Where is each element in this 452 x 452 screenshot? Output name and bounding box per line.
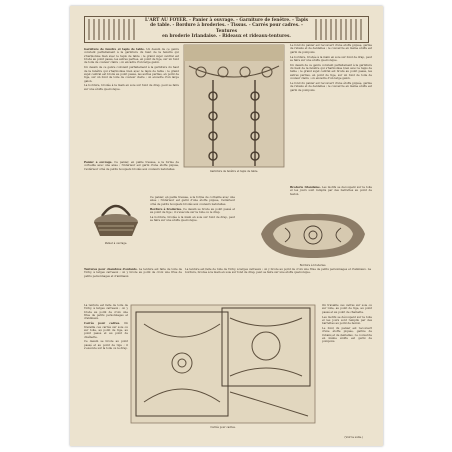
column-left-lower — [84, 268, 182, 302]
article-body: La bordure, brodée à la main en soie sur fond de drap, peut se faire sur une étoffe quelconque. — [290, 54, 372, 62]
caption-basket: Panier à ouvrage. — [104, 242, 128, 245]
article-title: Carrés pour cadres. — [84, 321, 121, 326]
article-body: La bordure, brodée à la main en soie sur fond de drap, peut se faire sur une étoffe quelconque. — [185, 268, 371, 275]
caption-squares: Carrés pour cadres. — [210, 426, 236, 429]
article-body: Le fond du panier est recouvert d'une étoffe piquée, garnie de rubans et de dentelles ; le couvercle en même étoffe est garni de pompons. — [290, 44, 372, 54]
work-basket-engraving — [88, 196, 144, 240]
page-header — [84, 16, 369, 43]
page-footer: (Voir la suite.) — [344, 436, 363, 439]
column-right-middle — [290, 186, 372, 210]
column-right-lower — [185, 268, 371, 302]
article-body: La tenture est faite de toile de Vichy, à larges carreaux ; on y brode au point de croix une frise de petits personnages et d'animaux. — [84, 268, 182, 278]
column-right-bottom — [322, 304, 372, 428]
header-text — [141, 18, 312, 40]
article-body: Ce panier, en paille tressée, a la forme de corbeille avec une anse ; l'intérieur est garni d'une étoffe piquée, l'extérieur orné de petits bouquets brodés aux couleurs naturelles. — [150, 196, 235, 206]
article-body: La tenture est faite de toile de Vichy, à larges carreaux ; on y brode au point de croix une frise de petits personnages et d'animaux. — [185, 268, 367, 271]
article-body: Un dessin de ce genre convient parfaitement à la garniture du haut de la fenêtre qui s'harmonise bien avec le tapis de table ; le grand sujet central est brodé au point passé, les autres parties, en point de tige, sur un fond de toile de couleur claire ; on encadre d'un large galon. — [84, 48, 179, 65]
article-body: Ce dessin se brode au point passé et au point de tige ; il s'exécute sur la toile ou le drap. — [84, 339, 128, 351]
article-body: Les motifs se découpent sur la toile et les jours sont remplis par des barrettes au point de feston. — [322, 314, 372, 326]
frame-squares-engraving — [130, 304, 316, 424]
article-title: Garniture de fenêtre et tapis de table. — [84, 48, 145, 51]
caption-window-garnish: Garniture de fenêtre et tapis de table. — [209, 170, 259, 173]
header-line-2: de table. - Bordure à broderies. - Tissus. - Carrés pour cadres. - Tentures — [150, 23, 303, 34]
column-left-middle — [84, 161, 179, 201]
article-body: La tenture est faite de toile de Vichy, à larges carreaux ; on y brode au point de croix une frise de petits personnages et d'animaux. — [84, 304, 128, 321]
column-right-top — [290, 44, 372, 166]
article-body: Ce dessin se brode au point passé et au point de tige ; il s'exécute sur la toile ou le drap. — [150, 206, 235, 214]
article-title: Panier à ouvrage. — [84, 161, 113, 164]
header-line-1: L'ART AU FOYER. - Panier à ouvrage. - Garniture de fenêtre. - Tapis — [144, 18, 309, 23]
article-body: On travaille ces carrés sur soie ou sur toile, au point de tige, au point passé et au point de chaînette. — [84, 321, 128, 339]
window-garnish-engraving — [183, 44, 285, 168]
article-body: La bordure, brodée à la main en soie sur fond de drap, peut se faire sur une étoffe quelconque. — [84, 83, 179, 91]
column-left-top — [84, 48, 179, 160]
article-title: Tentures pour chambres d'enfants. — [84, 268, 138, 271]
article-body: Le fond du panier est recouvert d'une étoffe piquée, garnie de rubans et de dentelles ; le couvercle en même étoffe est garni de pompons. — [290, 80, 372, 92]
caption-cushion: Bordure à broderies. — [299, 264, 327, 267]
article-body: Un dessin de ce genre convient parfaitement à la garniture du haut de la fenêtre qui s'harmonise bien avec le tapis de table ; le grand sujet central est brodé au point passé, les autres parties, en point de tige, sur un fond de toile de couleur claire ; on encadre d'un large galon. — [290, 62, 372, 81]
column-center-middle — [150, 196, 235, 266]
embroidered-cushion-engraving — [255, 208, 371, 262]
article-title: Bordure à broderies. — [150, 206, 182, 211]
article-body: Le fond du panier est recouvert d'une étoffe piquée, garnie de rubans et de dentelles ; le couvercle en même étoffe est garni de pompons. — [322, 326, 372, 344]
header-ornament-right-icon — [315, 19, 365, 40]
article-body: Un dessin de ce genre convient parfaitement à la garniture du haut de la fenêtre qui s'harmonise bien avec le tapis de table ; le grand sujet central est brodé au point passé, les autres parties, en point de tige, sur un fond de toile de couleur claire ; on encadre d'un large galon. — [84, 65, 179, 83]
header-ornament-left-icon — [88, 19, 138, 40]
article-body: Les motifs se découpent sur la toile et les jours sont remplis par des barrettes au point de feston. — [290, 186, 372, 196]
article-body: La bordure, brodée à la main en soie sur fond de drap, peut se faire sur une étoffe quelconque. — [150, 214, 235, 223]
document-page — [70, 6, 383, 446]
article-title: Broderie Irlandaise. — [290, 186, 321, 189]
column-left-bottom — [84, 304, 128, 436]
article-body: On travaille ces carrés sur soie ou sur toile, au point de tige, au point passé et au point de chaînette. — [322, 304, 372, 314]
article-body: Ce panier, en paille tressée, a la forme de corbeille avec une anse ; l'intérieur est garni d'une étoffe piquée, l'extérieur orné de petits bouquets brodés aux couleurs naturelles. — [84, 161, 179, 171]
header-line-3: en broderie Irlandaise. - Rideaux et rideaux-tentures. — [162, 34, 291, 40]
